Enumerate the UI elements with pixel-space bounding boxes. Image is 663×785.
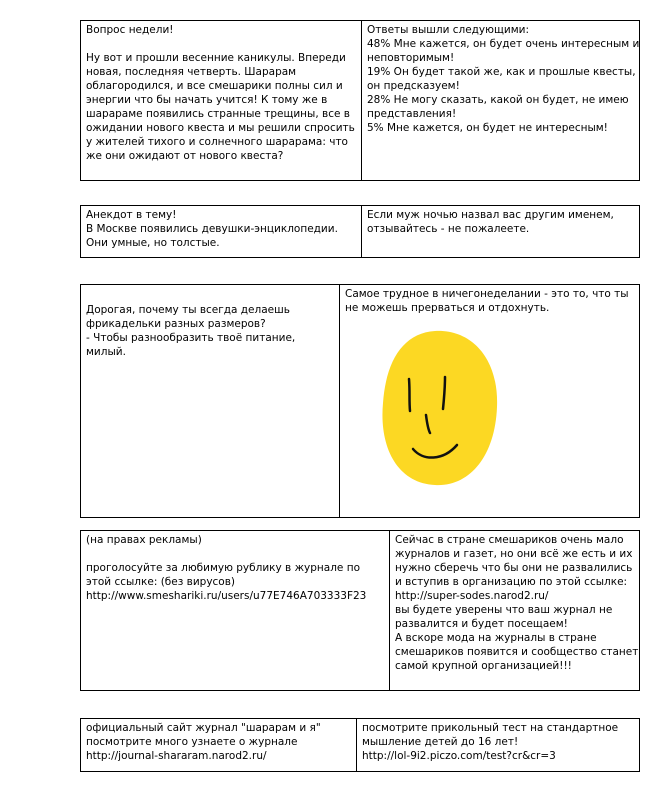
site-line: посмотрите много узнаете о журнале — [86, 736, 298, 748]
org-line: и вступив в организацию по этой ссылке: — [395, 576, 628, 588]
vote-link[interactable]: http://www.smeshariki.ru/users/u77E746A703333F23 — [86, 590, 367, 602]
question-line: ожидании нового квеста и мы решили спросить — [86, 122, 355, 134]
dialog-line: фрикадельки разных размеров? — [86, 318, 266, 330]
ad-line: этой ссылке: (без вирусов) — [86, 576, 236, 588]
joke-line: отзывайтесь - не пожалеете. — [367, 223, 530, 235]
quote-line: Самое трудное в ничегонеделании - это то, что ты — [345, 288, 629, 300]
joke-line: Анекдот в тему! — [86, 209, 177, 221]
links-cell-left — [81, 719, 357, 772]
org-line: самой крупной организацией!!! — [395, 660, 572, 672]
dialog-cell — [81, 285, 340, 518]
question-line: у жителей тихого и солнечного шарарама: что — [86, 136, 348, 148]
answer-line: неповторимым! — [367, 52, 455, 64]
joke-line: Если муж ночью назвал вас другим именем, — [367, 209, 614, 221]
answer-line: представления! — [367, 108, 457, 120]
org-line: нужно сберечь что бы они не развалились — [395, 562, 633, 574]
dialog-line: милый. — [86, 346, 126, 358]
funny-table — [80, 284, 640, 518]
site-link[interactable]: http://journal-shararam.narod2.ru/ — [86, 750, 267, 762]
org-line: А вскоре мода на журналы в стране — [395, 632, 597, 644]
dialog-line: Дорогая, почему ты всегда делаешь — [86, 304, 290, 316]
dialog-line: - Чтобы разнообразить твоё питание, — [86, 332, 296, 344]
org-line: смешариков появится и сообщество станет — [395, 646, 639, 658]
links-cell-right — [357, 719, 640, 772]
answer-line: 48% Мне кажется, он будет очень интересным и — [367, 38, 640, 50]
quote-line: не можешь прерваться и отдохнуть. — [345, 302, 550, 314]
joke-line: Они умные, но толстые. — [86, 237, 220, 249]
joke-line: В Москве появились девушки-энциклопедии. — [86, 223, 338, 235]
org-line: вы будете уверены что ваш журнал не — [395, 604, 613, 616]
question-line: облагородился, и все смешарики полны сил и — [86, 80, 343, 92]
ad-cell-left — [81, 531, 390, 691]
org-line: журналов и газет, но они всё же есть и их — [395, 548, 633, 560]
answer-line: 28% Не могу сказать, какой он будет, не имею — [367, 94, 629, 106]
joke-cell-left — [81, 206, 362, 258]
quote-cell — [340, 285, 640, 518]
site-line: официальный сайт журнал "шарарам и я" — [86, 722, 321, 734]
test-line: мышление детей до 16 лет! — [362, 736, 519, 748]
joke-table — [80, 205, 640, 258]
question-cell — [81, 21, 362, 181]
smiley-face-icon — [377, 329, 507, 489]
question-line: же они ожидают от нового квеста? — [86, 150, 284, 162]
answer-line: 5% Мне кажется, он будет не интересным! — [367, 122, 608, 134]
links-table — [80, 718, 640, 772]
answers-title: Ответы вышли следующими: — [367, 24, 529, 36]
test-line: посмотрите прикольный тест на стандартное — [362, 722, 619, 734]
ad-tag: (на правах рекламы) — [86, 534, 202, 546]
question-line: шарараме появились странные трещины, все в — [86, 108, 350, 120]
ad-cell-right — [390, 531, 640, 691]
smiley-head — [382, 331, 497, 485]
answer-line: он предсказуем! — [367, 80, 460, 92]
answer-line: 19% Он будет такой же, как и прошлые квесты, — [367, 66, 636, 78]
question-line: новая, последняя четверть. Шарарам — [86, 66, 297, 78]
smiley-left-eye — [409, 379, 410, 411]
answers-cell — [362, 21, 640, 181]
org-link[interactable]: http://super-sodes.narod2.ru/ — [395, 590, 549, 602]
test-link[interactable]: http://lol-9i2.piczo.com/test?cr&cr=3 — [362, 750, 556, 762]
org-line: развалится и будет посещаем! — [395, 618, 568, 630]
question-line: энергии что бы начать учится! К тому же в — [86, 94, 328, 106]
question-title: Вопрос недели! — [86, 24, 174, 36]
ad-line: проголосуйте за любимую рублику в журнале по — [86, 562, 361, 574]
question-line: Ну вот и прошли весенние каникулы. Впереди — [86, 52, 346, 64]
joke-cell-right — [362, 206, 640, 258]
org-line: Сейчас в стране смешариков очень мало — [395, 534, 624, 546]
ad-table — [80, 530, 640, 691]
question-table — [80, 20, 640, 181]
